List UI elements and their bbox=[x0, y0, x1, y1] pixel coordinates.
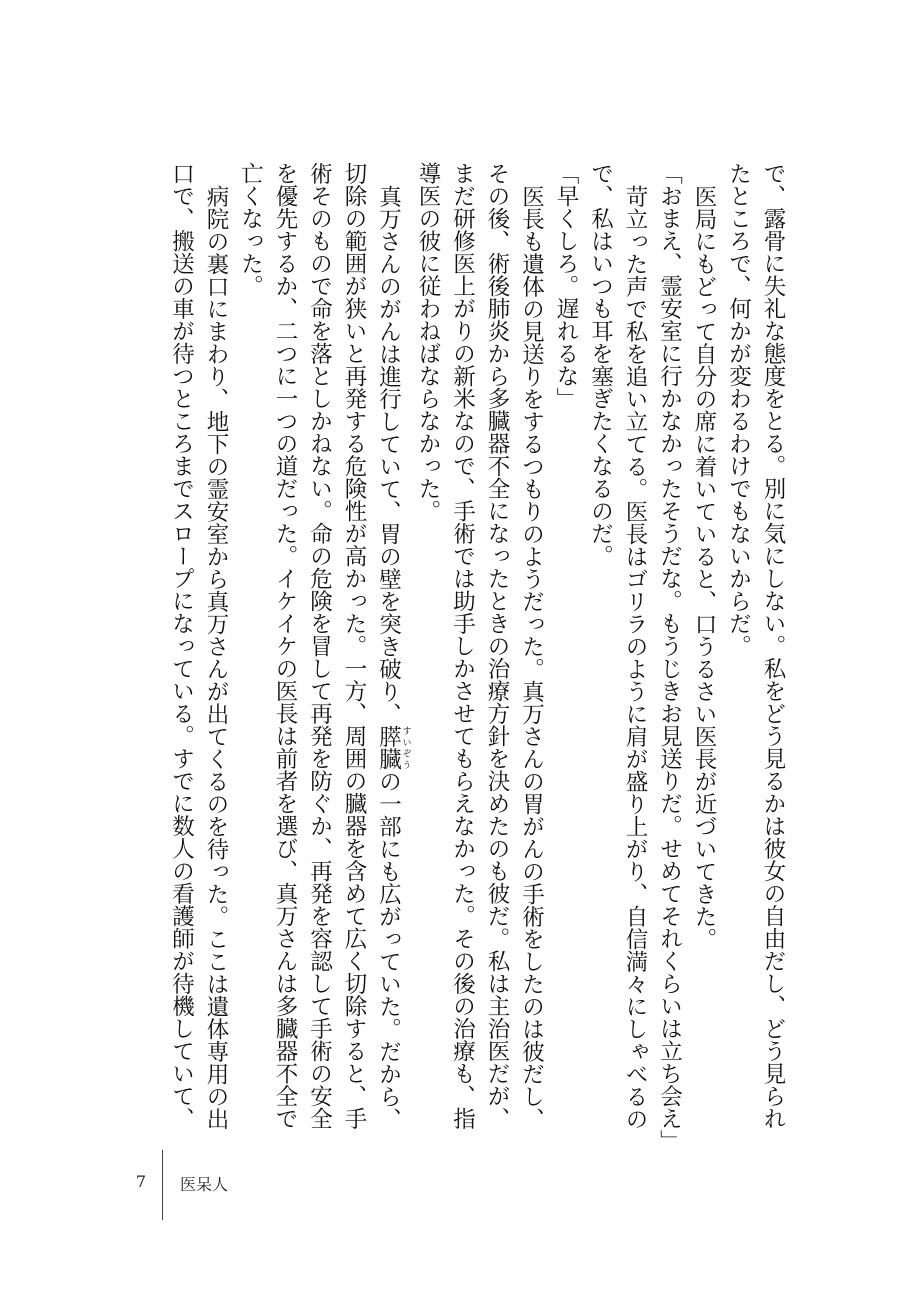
paragraph-3: 「おまえ、霊安室に行かなかったそうだな。もうじきお見送りだ。せめてそれくらいは立ち会え」 bbox=[656, 162, 683, 1152]
paragraph-4: 苛立った声で私を追い立てる。医長はゴリラのように肩が盛り上がり、自信満々にしゃべるので、私はいつも耳を塞ぎたくなるのだ。 bbox=[587, 162, 648, 1130]
ruby-base: 膵臓 bbox=[375, 724, 402, 770]
paragraph-1: で、露骨に失礼な態度をとる。別に気にしない。私をどう見るかは彼女の自由だし、どう見られたところで、何かが変わるわけでもないからだ。 bbox=[725, 162, 786, 1130]
body-text bbox=[140, 162, 790, 1152]
paragraph-6: 医長も遺体の見送りをするつもりのようだった。真万さんの胃がんの手術をしたのは彼だし、その後、術後肺炎から多臓器不全になったときの治療方針を決めたのも彼だ。私は主治医だが、まだ研修医上がりの新米なので、手術では助手しかさせてもらえなかった。その後の治療も、指導医の彼に従わねばならなかった。 bbox=[415, 162, 545, 1130]
ruby-reading: すいぞう bbox=[400, 724, 411, 770]
paragraph-7 bbox=[233, 162, 411, 1142]
paragraph-7-after: の一部にも広がっていた。だから、切除の範囲が狭いと再発する危険性が高かった。一方、周囲の臓器を含めて広く切除すると、手術そのもので命を落としかねない。命の危険を冒して再発を防ぐか、再発を容認して手術の安全を優先するか、二つに一つの道だった。イケイケの医長は前者を選び、真万さんは多臓器不全で亡くなった。 bbox=[237, 162, 402, 1130]
footer-divider bbox=[162, 1150, 163, 1220]
running-title: 医呆人 bbox=[180, 1175, 229, 1194]
paragraph-5: 「早くしろ。遅れるな」 bbox=[553, 162, 579, 410]
ruby-suizou bbox=[375, 724, 411, 770]
paragraph-2: 医局にもどって自分の席に着いていると、口うるさい医長が近づいてきた。 bbox=[691, 184, 717, 950]
paragraph-7-before: 真万さんのがんは進行していて、胃の壁を突き破り、 bbox=[375, 184, 402, 725]
page-number: 7 bbox=[135, 1172, 146, 1191]
paragraph-8: 病院の裏口にまわり、地下の霊安室から真万さんが出てくるのを待った。ここは遺体専用の出口で、搬送の車が待つところまでスロープになっている。すでに数人の看護師が待機していて、 bbox=[168, 162, 229, 1130]
